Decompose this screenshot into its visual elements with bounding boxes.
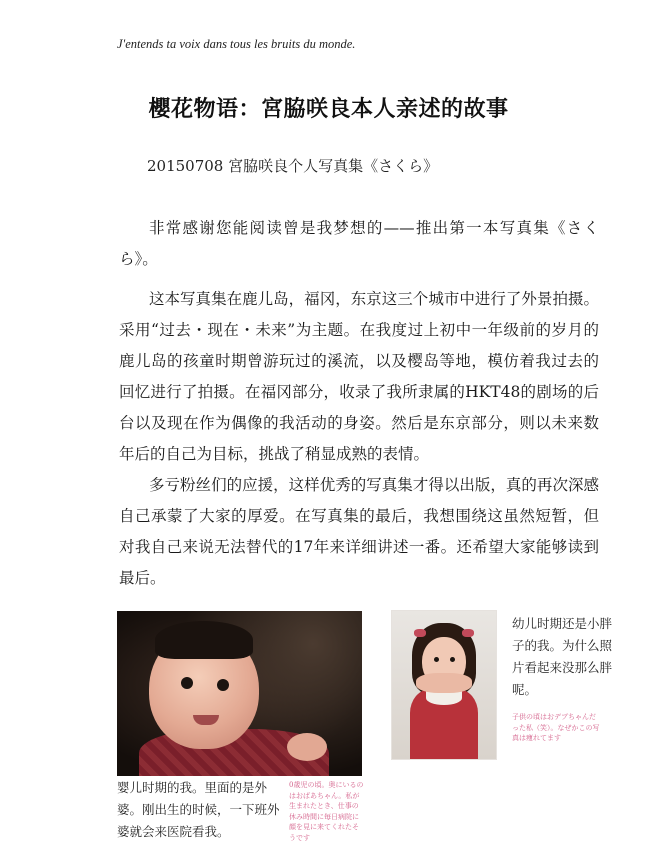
paragraph-text: 非常感谢您能阅读曾是我梦想的——推出第一本写真集《さくら》。 [119, 219, 599, 268]
grandma-hand [287, 733, 327, 761]
paragraph-text: 这本写真集在鹿儿岛，福冈，东京这三个城市中进行了外景拍摄。采用“过去・现在・未来”为主题。在我度过上初中一年级前的岁月的鹿儿岛的孩童时期曾游玩过的溪流，以及樱岛等地，模仿着我过去的回忆进行了拍摄。在福冈部分，收录了我所隶属的HKT48的剧场的后台以及现在作为偶像的我活动的身姿。然后是东京部分，则以未来数年后的自己为目标，挑战了稍显成熟的表情。 [119, 290, 599, 463]
paragraph-photoshoot [119, 284, 599, 470]
toddler-photo-caption: 幼儿时期还是小胖子的我。为什么照片看起来没那么胖呢。 [512, 616, 613, 697]
toddler-photo-caption-jp: 子供の頃はおデブちゃんだった私（笑）。なぜかこの写真は痩れてます [512, 713, 600, 742]
toddler-photo [392, 611, 496, 759]
baby-hair [155, 621, 253, 659]
paragraph-text: 多亏粉丝们的应援，这样优秀的写真集才得以出版，真的再次深感自己承蒙了大家的厚爱。在写真集的最后，我想围绕这虽然短暂，但对我自己来说无法替代的17年来详细讲述一番。还希望大家能够读到最后。 [119, 476, 599, 587]
article-subtitle: 20150708 宮脇咲良个人写真集《さくら》 [147, 157, 439, 175]
epigraph: J'entends ta voix dans tous les bruits du monde. [117, 37, 356, 51]
baby-photo [117, 611, 362, 776]
paragraph-thanks [119, 470, 599, 594]
article-title: 櫻花物语：宮脇咲良本人亲述的故事 [148, 97, 509, 122]
baby-photo-caption: 婴儿时期的我。里面的是外婆。刚出生的时候，一下班外婆就会来医院看我。 [117, 780, 280, 839]
baby-photo-caption-jp: 0歳児の頃。奥にいるのはおばあちゃん。私が生まれたとき、仕事の休み時間に毎日病院に顔を見に来てくれたそうです [289, 781, 364, 842]
paragraph-intro [119, 213, 599, 275]
